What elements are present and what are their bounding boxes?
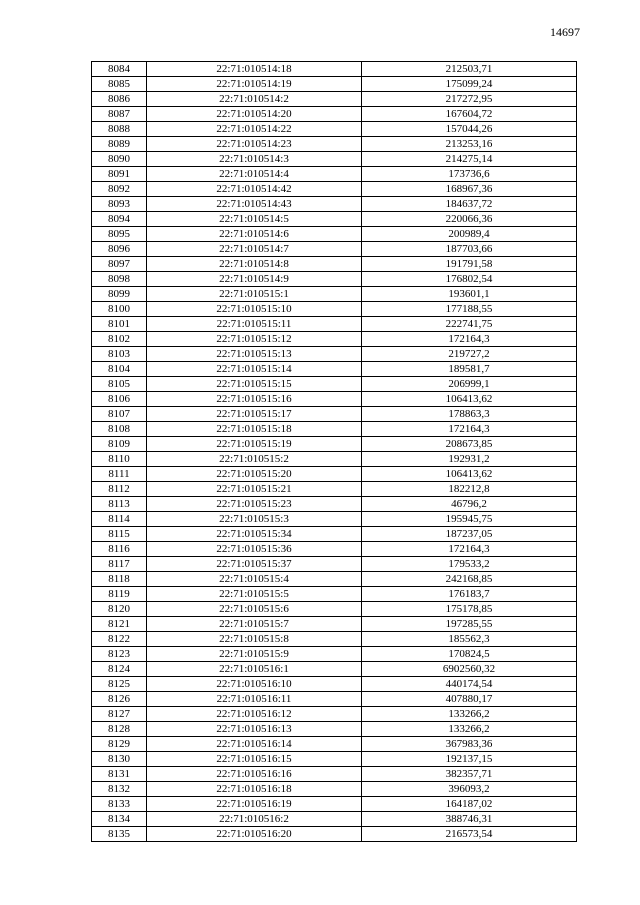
row-number-cell: 8085 bbox=[92, 77, 147, 92]
table-row bbox=[92, 812, 577, 827]
cadastral-value-cell: 175178,85 bbox=[362, 602, 577, 617]
table-row bbox=[92, 242, 577, 257]
cadastral-number-cell: 22:71:010515:7 bbox=[147, 617, 362, 632]
cadastral-value-cell: 217272,95 bbox=[362, 92, 577, 107]
cadastral-value-cell: 178863,3 bbox=[362, 407, 577, 422]
table-row bbox=[92, 227, 577, 242]
table-row bbox=[92, 332, 577, 347]
table-row bbox=[92, 602, 577, 617]
cadastral-number-cell: 22:71:010515:13 bbox=[147, 347, 362, 362]
cadastral-number-cell: 22:71:010515:3 bbox=[147, 512, 362, 527]
row-number-cell: 8088 bbox=[92, 122, 147, 137]
cadastral-number-cell: 22:71:010514:6 bbox=[147, 227, 362, 242]
cadastral-number-cell: 22:71:010516:13 bbox=[147, 722, 362, 737]
cadastral-number-cell: 22:71:010515:16 bbox=[147, 392, 362, 407]
table-row bbox=[92, 677, 577, 692]
cadastral-number-cell: 22:71:010515:18 bbox=[147, 422, 362, 437]
cadastral-number-cell: 22:71:010515:11 bbox=[147, 317, 362, 332]
table-row bbox=[92, 587, 577, 602]
row-number-cell: 8117 bbox=[92, 557, 147, 572]
cadastral-number-cell: 22:71:010516:10 bbox=[147, 677, 362, 692]
cadastral-value-cell: 382357,71 bbox=[362, 767, 577, 782]
row-number-cell: 8112 bbox=[92, 482, 147, 497]
row-number-cell: 8127 bbox=[92, 707, 147, 722]
table-row bbox=[92, 287, 577, 302]
cadastral-value-cell: 177188,55 bbox=[362, 302, 577, 317]
table-row bbox=[92, 167, 577, 182]
cadastral-value-cell: 6902560,32 bbox=[362, 662, 577, 677]
row-number-cell: 8123 bbox=[92, 647, 147, 662]
cadastral-value-cell: 242168,85 bbox=[362, 572, 577, 587]
table-row bbox=[92, 272, 577, 287]
cadastral-number-cell: 22:71:010514:3 bbox=[147, 152, 362, 167]
cadastral-value-cell: 173736,6 bbox=[362, 167, 577, 182]
table-row bbox=[92, 632, 577, 647]
cadastral-number-cell: 22:71:010515:15 bbox=[147, 377, 362, 392]
cadastral-value-cell: 46796,2 bbox=[362, 497, 577, 512]
row-number-cell: 8087 bbox=[92, 107, 147, 122]
cadastral-number-cell: 22:71:010515:21 bbox=[147, 482, 362, 497]
row-number-cell: 8131 bbox=[92, 767, 147, 782]
cadastral-value-cell: 206999,1 bbox=[362, 377, 577, 392]
cadastral-number-cell: 22:71:010516:2 bbox=[147, 812, 362, 827]
cadastral-number-cell: 22:71:010515:37 bbox=[147, 557, 362, 572]
row-number-cell: 8094 bbox=[92, 212, 147, 227]
table-row bbox=[92, 392, 577, 407]
table-row bbox=[92, 692, 577, 707]
row-number-cell: 8121 bbox=[92, 617, 147, 632]
cadastral-value-cell: 184637,72 bbox=[362, 197, 577, 212]
table-row bbox=[92, 797, 577, 812]
row-number-cell: 8135 bbox=[92, 827, 147, 842]
cadastral-number-cell: 22:71:010514:9 bbox=[147, 272, 362, 287]
row-number-cell: 8114 bbox=[92, 512, 147, 527]
row-number-cell: 8133 bbox=[92, 797, 147, 812]
cadastral-value-cell: 222741,75 bbox=[362, 317, 577, 332]
table-row bbox=[92, 512, 577, 527]
cadastral-value-cell: 187237,05 bbox=[362, 527, 577, 542]
cadastral-value-cell: 106413,62 bbox=[362, 467, 577, 482]
table-row bbox=[92, 527, 577, 542]
row-number-cell: 8106 bbox=[92, 392, 147, 407]
cadastral-value-cell: 193601,1 bbox=[362, 287, 577, 302]
row-number-cell: 8090 bbox=[92, 152, 147, 167]
cadastral-number-cell: 22:71:010514:23 bbox=[147, 137, 362, 152]
cadastral-number-cell: 22:71:010515:10 bbox=[147, 302, 362, 317]
row-number-cell: 8129 bbox=[92, 737, 147, 752]
table-row bbox=[92, 77, 577, 92]
table-row bbox=[92, 212, 577, 227]
row-number-cell: 8086 bbox=[92, 92, 147, 107]
table-row bbox=[92, 347, 577, 362]
cadastral-number-cell: 22:71:010515:4 bbox=[147, 572, 362, 587]
table-row bbox=[92, 467, 577, 482]
row-number-cell: 8102 bbox=[92, 332, 147, 347]
cadastral-value-cell: 176183,7 bbox=[362, 587, 577, 602]
row-number-cell: 8128 bbox=[92, 722, 147, 737]
cadastral-value-cell: 182212,8 bbox=[362, 482, 577, 497]
cadastral-value-cell: 172164,3 bbox=[362, 422, 577, 437]
cadastral-number-cell: 22:71:010515:9 bbox=[147, 647, 362, 662]
row-number-cell: 8084 bbox=[92, 62, 147, 77]
cadastral-number-cell: 22:71:010516:20 bbox=[147, 827, 362, 842]
cadastral-value-cell: 213253,16 bbox=[362, 137, 577, 152]
table-row bbox=[92, 737, 577, 752]
row-number-cell: 8113 bbox=[92, 497, 147, 512]
table-row bbox=[92, 182, 577, 197]
cadastral-number-cell: 22:71:010516:1 bbox=[147, 662, 362, 677]
table-row bbox=[92, 197, 577, 212]
cadastral-number-cell: 22:71:010515:17 bbox=[147, 407, 362, 422]
cadastral-value-cell: 407880,17 bbox=[362, 692, 577, 707]
table-row bbox=[92, 407, 577, 422]
cadastral-number-cell: 22:71:010516:18 bbox=[147, 782, 362, 797]
table-row bbox=[92, 302, 577, 317]
cadastral-value-cell: 219727,2 bbox=[362, 347, 577, 362]
cadastral-number-cell: 22:71:010516:11 bbox=[147, 692, 362, 707]
cadastral-number-cell: 22:71:010514:42 bbox=[147, 182, 362, 197]
cadastral-number-cell: 22:71:010515:12 bbox=[147, 332, 362, 347]
cadastral-number-cell: 22:71:010515:14 bbox=[147, 362, 362, 377]
cadastral-value-cell: 388746,31 bbox=[362, 812, 577, 827]
row-number-cell: 8093 bbox=[92, 197, 147, 212]
cadastral-number-cell: 22:71:010515:6 bbox=[147, 602, 362, 617]
cadastral-value-cell: 175099,24 bbox=[362, 77, 577, 92]
row-number-cell: 8132 bbox=[92, 782, 147, 797]
table-row bbox=[92, 92, 577, 107]
row-number-cell: 8126 bbox=[92, 692, 147, 707]
cadastral-number-cell: 22:71:010514:7 bbox=[147, 242, 362, 257]
cadastral-value-cell: 195945,75 bbox=[362, 512, 577, 527]
row-number-cell: 8107 bbox=[92, 407, 147, 422]
cadastral-value-cell: 164187,02 bbox=[362, 797, 577, 812]
row-number-cell: 8134 bbox=[92, 812, 147, 827]
cadastral-value-cell: 179533,2 bbox=[362, 557, 577, 572]
table-row bbox=[92, 377, 577, 392]
page-number: 14697 bbox=[550, 25, 580, 39]
row-number-cell: 8115 bbox=[92, 527, 147, 542]
table-row bbox=[92, 572, 577, 587]
table-row bbox=[92, 767, 577, 782]
cadastral-value-cell: 197285,55 bbox=[362, 617, 577, 632]
table-row bbox=[92, 362, 577, 377]
cadastral-number-cell: 22:71:010515:20 bbox=[147, 467, 362, 482]
row-number-cell: 8120 bbox=[92, 602, 147, 617]
row-number-cell: 8110 bbox=[92, 452, 147, 467]
row-number-cell: 8100 bbox=[92, 302, 147, 317]
cadastral-number-cell: 22:71:010515:34 bbox=[147, 527, 362, 542]
row-number-cell: 8108 bbox=[92, 422, 147, 437]
cadastral-value-cell: 106413,62 bbox=[362, 392, 577, 407]
row-number-cell: 8125 bbox=[92, 677, 147, 692]
cadastral-value-cell: 192931,2 bbox=[362, 452, 577, 467]
cadastral-value-cell: 185562,3 bbox=[362, 632, 577, 647]
cadastral-value-cell: 133266,2 bbox=[362, 722, 577, 737]
cadastral-number-cell: 22:71:010514:4 bbox=[147, 167, 362, 182]
cadastral-number-cell: 22:71:010515:8 bbox=[147, 632, 362, 647]
row-number-cell: 8096 bbox=[92, 242, 147, 257]
table-row bbox=[92, 707, 577, 722]
cadastral-number-cell: 22:71:010514:43 bbox=[147, 197, 362, 212]
table-row bbox=[92, 662, 577, 677]
cadastral-value-cell: 187703,66 bbox=[362, 242, 577, 257]
cadastral-value-cell: 396093,2 bbox=[362, 782, 577, 797]
row-number-cell: 8097 bbox=[92, 257, 147, 272]
table-row bbox=[92, 257, 577, 272]
table-row bbox=[92, 497, 577, 512]
cadastral-number-cell: 22:71:010516:12 bbox=[147, 707, 362, 722]
table-row bbox=[92, 482, 577, 497]
table-body bbox=[92, 62, 577, 842]
table-row bbox=[92, 422, 577, 437]
cadastral-number-cell: 22:71:010516:15 bbox=[147, 752, 362, 767]
cadastral-value-cell: 192137,15 bbox=[362, 752, 577, 767]
cadastral-value-cell: 367983,36 bbox=[362, 737, 577, 752]
row-number-cell: 8095 bbox=[92, 227, 147, 242]
cadastral-value-cell: 133266,2 bbox=[362, 707, 577, 722]
cadastral-value-cell: 191791,58 bbox=[362, 257, 577, 272]
cadastral-number-cell: 22:71:010515:36 bbox=[147, 542, 362, 557]
row-number-cell: 8103 bbox=[92, 347, 147, 362]
table-row bbox=[92, 137, 577, 152]
cadastral-value-cell: 157044,26 bbox=[362, 122, 577, 137]
row-number-cell: 8104 bbox=[92, 362, 147, 377]
row-number-cell: 8092 bbox=[92, 182, 147, 197]
cadastral-value-cell: 176802,54 bbox=[362, 272, 577, 287]
table-row bbox=[92, 752, 577, 767]
cadastral-value-cell: 216573,54 bbox=[362, 827, 577, 842]
table-row bbox=[92, 437, 577, 452]
cadastral-value-cell: 170824,5 bbox=[362, 647, 577, 662]
cadastral-number-cell: 22:71:010514:22 bbox=[147, 122, 362, 137]
row-number-cell: 8109 bbox=[92, 437, 147, 452]
table-row bbox=[92, 647, 577, 662]
cadastral-value-table bbox=[91, 61, 577, 842]
cadastral-number-cell: 22:71:010515:1 bbox=[147, 287, 362, 302]
cadastral-value-cell: 212503,71 bbox=[362, 62, 577, 77]
cadastral-value-cell: 208673,85 bbox=[362, 437, 577, 452]
cadastral-number-cell: 22:71:010515:2 bbox=[147, 452, 362, 467]
table-row bbox=[92, 617, 577, 632]
row-number-cell: 8116 bbox=[92, 542, 147, 557]
cadastral-number-cell: 22:71:010515:5 bbox=[147, 587, 362, 602]
table-row bbox=[92, 62, 577, 77]
row-number-cell: 8119 bbox=[92, 587, 147, 602]
table-row bbox=[92, 317, 577, 332]
row-number-cell: 8091 bbox=[92, 167, 147, 182]
cadastral-number-cell: 22:71:010514:5 bbox=[147, 212, 362, 227]
table-row bbox=[92, 107, 577, 122]
cadastral-value-cell: 168967,36 bbox=[362, 182, 577, 197]
table-row bbox=[92, 557, 577, 572]
cadastral-number-cell: 22:71:010516:14 bbox=[147, 737, 362, 752]
cadastral-value-cell: 214275,14 bbox=[362, 152, 577, 167]
row-number-cell: 8130 bbox=[92, 752, 147, 767]
cadastral-value-cell: 172164,3 bbox=[362, 542, 577, 557]
cadastral-number-cell: 22:71:010514:18 bbox=[147, 62, 362, 77]
cadastral-value-cell: 200989,4 bbox=[362, 227, 577, 242]
row-number-cell: 8101 bbox=[92, 317, 147, 332]
cadastral-number-cell: 22:71:010514:19 bbox=[147, 77, 362, 92]
table-row bbox=[92, 722, 577, 737]
row-number-cell: 8089 bbox=[92, 137, 147, 152]
table-row bbox=[92, 827, 577, 842]
cadastral-value-cell: 189581,7 bbox=[362, 362, 577, 377]
table-row bbox=[92, 542, 577, 557]
table-row bbox=[92, 122, 577, 137]
table-row bbox=[92, 452, 577, 467]
row-number-cell: 8122 bbox=[92, 632, 147, 647]
table-row bbox=[92, 782, 577, 797]
table-row bbox=[92, 152, 577, 167]
cadastral-number-cell: 22:71:010516:16 bbox=[147, 767, 362, 782]
cadastral-value-cell: 440174,54 bbox=[362, 677, 577, 692]
cadastral-number-cell: 22:71:010515:23 bbox=[147, 497, 362, 512]
cadastral-number-cell: 22:71:010514:20 bbox=[147, 107, 362, 122]
cadastral-value-cell: 220066,36 bbox=[362, 212, 577, 227]
cadastral-value-cell: 167604,72 bbox=[362, 107, 577, 122]
row-number-cell: 8098 bbox=[92, 272, 147, 287]
row-number-cell: 8118 bbox=[92, 572, 147, 587]
cadastral-number-cell: 22:71:010514:2 bbox=[147, 92, 362, 107]
cadastral-number-cell: 22:71:010514:8 bbox=[147, 257, 362, 272]
row-number-cell: 8099 bbox=[92, 287, 147, 302]
row-number-cell: 8124 bbox=[92, 662, 147, 677]
cadastral-number-cell: 22:71:010516:19 bbox=[147, 797, 362, 812]
row-number-cell: 8105 bbox=[92, 377, 147, 392]
cadastral-number-cell: 22:71:010515:19 bbox=[147, 437, 362, 452]
cadastral-value-cell: 172164,3 bbox=[362, 332, 577, 347]
row-number-cell: 8111 bbox=[92, 467, 147, 482]
